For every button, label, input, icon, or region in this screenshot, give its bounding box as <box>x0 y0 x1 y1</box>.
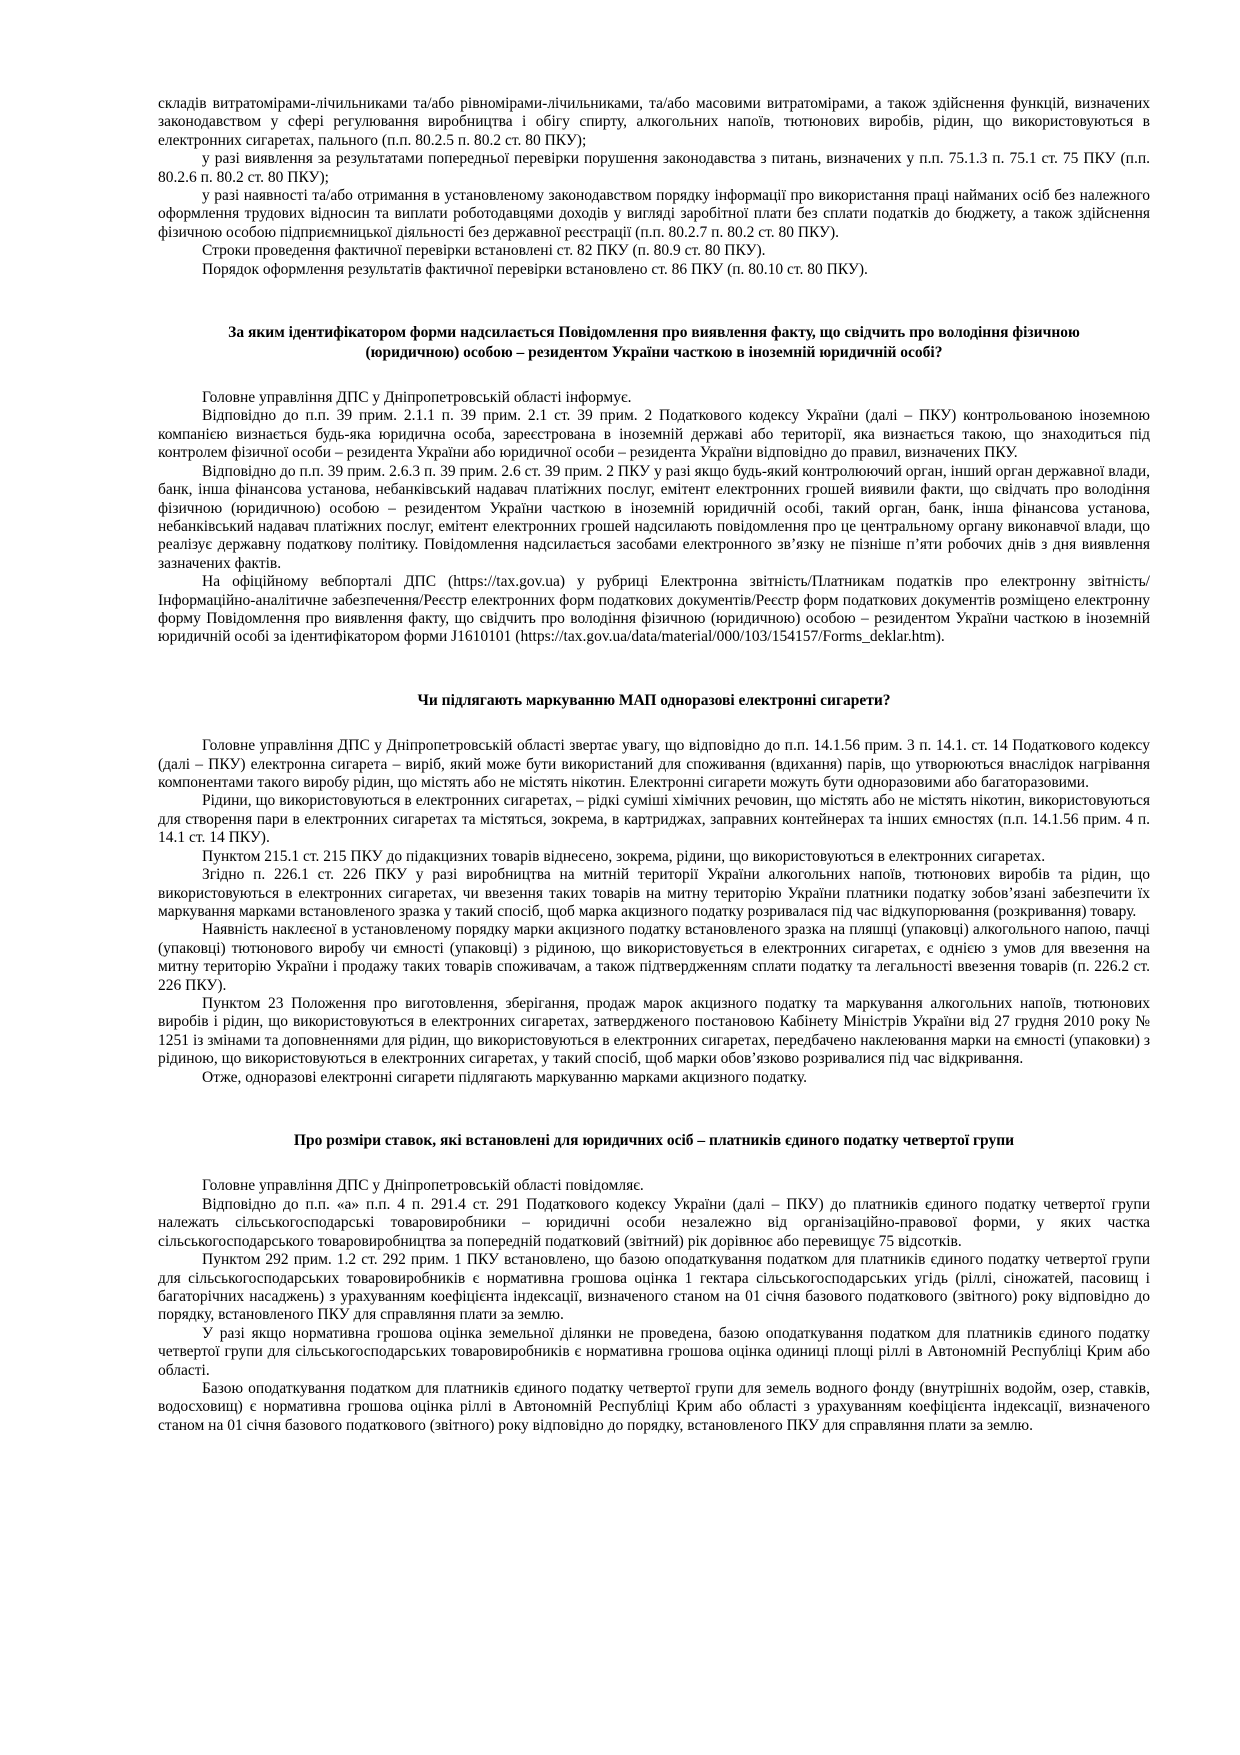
paragraph: Отже, одноразові електронні сигарети підлягають маркуванню марками акцизного податку. <box>202 1068 807 1086</box>
section-heading: Про розміри ставок, які встановлені для юридичних осіб – платників єдиного податку четвертої групи <box>293 1131 1015 1149</box>
paragraph: Порядок оформлення результатів фактичної перевірки встановлено ст. 86 ПКУ (п. 80.10 ст. 80 ПКУ). <box>202 260 868 278</box>
paragraph: Наявність наклеєної в установленому порядку марки акцизного податку встановленого зразка на пляшці (упаковці) алкогольного напою, пачці (упаковці) тютюнового виробу чи ємності (упаковці) з рідиною, що використовується в електронних сигаретах, є однією з умов для ввезення на митну територію України і продажу таких товарів споживачам, а також підтвердженням сплати податку та легальності ввезення товарів (п. 226.2 ст. 226 ПКУ). <box>158 921 1150 994</box>
continuation-block <box>158 95 1150 279</box>
section-single-tax-rates <box>158 1131 1150 1435</box>
paragraph: Відповідно до п.п. 39 прим. 2.1.1 п. 39 прим. 2.1 ст. 39 прим. 2 Податкового кодексу України (далі – ПКУ) контрольованою іноземною компанією визнається будь-яка юридична особа, зареєстрована в іноземній державі або території, яка визнається такою, що знаходиться під контролем фізичної особи – резидента України або юридичної особи – резидента України відповідно до правил, визначених ПКУ. <box>158 407 1150 462</box>
paragraph: Головне управління ДПС у Дніпропетровській області інформує. <box>202 389 632 407</box>
paragraph: Відповідно до п.п. 39 прим. 2.6.3 п. 39 прим. 2.6 ст. 39 прим. 2 ПКУ у разі якщо будь-який контролюючий орган, інший орган державної влади, банк, інша фінансова установа, небанківський надавач платіжних послуг, емітент електронних грошей виявили факти, що свідчать про володіння фізичною (юридичною) особою – резидентом України часткою в іноземній юридичній особі, такий орган, банк, інша фінансова установа, небанківський надавач платіжних послуг, емітент електронних грошей надсилають повідомлення про це центральному органу виконавчої влади, що реалізує державну податкову політику. Повідомлення надсилається засобами електронного зв’язку не пізніше п’яти робочих днів з дня виявлення зазначених фактів. <box>158 462 1150 572</box>
section-e-cigarettes-marking <box>158 691 1150 1087</box>
section-heading: За яким ідентифікатором форми надсилається Повідомлення про виявлення факту, що свідчить про володіння фізичною (юридичною) особою – резидентом України часткою в іноземній юридичній особі? <box>228 324 1080 361</box>
paragraph: На офіційному вебпорталі ДПС (https://tax.gov.ua) у рубриці Електронна звітність/Платникам податків про електронну звітність/Інформаційно-аналітичне забезпечення/Реєстр електронних форм податкових документів/Реєстр форм податкових документів розміщено електронну форму Повідомлення про виявлення факту, що свідчить про володіння фізичною (юридичною) особою – резидентом України часткою в іноземній юридичній особі за ідентифікатором форми J1610101 (https://tax.gov.ua/data/material/000/103/154157/Forms_deklar.htm). <box>158 573 1150 646</box>
paragraph: Пунктом 292 прим. 1.2 ст. 292 прим. 1 ПКУ встановлено, що базою оподаткування податком для платників єдиного податку четвертої групи для сільськогосподарських товаровиробників є нормативна грошова оцінка 1 гектара сільськогосподарських угідь (ріллі, сіножатей, пасовищ і багаторічних насаджень) з урахуванням коефіцієнта індексації, визначеного станом на 01 січня базового податкового (звітного) року відповідно до порядку, встановленого ПКУ для справляння плати за землю. <box>158 1251 1150 1324</box>
section-cfc-notification <box>158 323 1150 647</box>
paragraph: Згідно п. 226.1 ст. 226 ПКУ у разі виробництва на митній території України алкогольних напоїв, тютюнових виробів та рідин, що використовуються в електронних сигаретах, чи ввезення таких товарів на митну територію України платники податку зобов’язані забезпечити їх маркування марками встановленого зразка у такий спосіб, щоб марка акцизного податку розривалася під час відкупорювання (розкривання) товару. <box>158 866 1150 920</box>
paragraph: Відповідно до п.п. «а» п.п. 4 п. 291.4 ст. 291 Податкового кодексу України (далі – ПКУ) до платників єдиного податку четвертої групи належать сільськогосподарські товаровиробники – юридичні особи незалежно від організаційно-правової форми, у яких частка сільськогосподарського товаровиробництва за попередній податковий (звітний) рік дорівнює або перевищує 75 відсотків. <box>158 1195 1150 1250</box>
paragraph: Рідини, що використовуються в електронних сигаретах, – рідкі суміші хімічних речовин, що містять або не містять нікотин, використовуються для створення пари в електронних сигаретах та містяться, зокрема, в картриджах, заправних контейнерах та інших ємностях (п.п. 14.1.56 прим. 4 п. 14.1 ст. 14 ПКУ). <box>158 792 1150 847</box>
paragraph: у разі наявності та/або отримання в установленому законодавством порядку інформації про використання праці найманих осіб без належного оформлення трудових відносин та виплати роботодавцями доходів у вигляді заробітної плати без сплати податків до бюджету, а також здійснення фізичною особою підприємницької діяльності без державної реєстрації (п.п. 80.2.7 п. 80.2 ст. 80 ПКУ). <box>158 187 1150 241</box>
paragraph: Пунктом 215.1 ст. 215 ПКУ до підакцизних товарів віднесено, зокрема, рідини, що використовуються в електронних сигаретах. <box>202 847 1046 865</box>
paragraph: Головне управління ДПС у Дніпропетровській області звертає увагу, що відповідно до п.п. 14.1.56 прим. 3 п. 14.1. ст. 14 Податкового кодексу (далі – ПКУ) електронна сигарета – виріб, який може бути використаний для споживання (вдихання) парів, що утворюються внаслідок нагрівання компонентами такого виробу рідин, що містять або не містять нікотин. Електронні сигарети можуть бути одноразовими або багаторазовими. <box>158 737 1150 792</box>
paragraph: у разі виявлення за результатами попередньої перевірки порушення законодавства з питань, визначених у п.п. 75.1.3 п. 75.1 ст. 75 ПКУ (п.п. 80.2.6 п. 80.2 ст. 80 ПКУ); <box>158 150 1150 186</box>
paragraph: У разі якщо нормативна грошова оцінка земельної ділянки не проведена, базою оподаткування податком для платників єдиного податку четвертої групи для сільськогосподарських товаровиробників є нормативна грошова оцінка одиниці площі ріллі в Автономній Республіці Крим або області. <box>158 1324 1150 1379</box>
paragraph: складів витратомірами-лічильниками та/або рівномірами-лічильниками, та/або масовими витратомірами, а також здійснення функцій, визначених законодавством у сфері регулювання виробництва і обігу спирту, алкогольних напоїв, тютюнових виробів, рідин, що використовуються в електронних сигаретах, пального (п.п. 80.2.5 п. 80.2 ст. 80 ПКУ); <box>158 95 1150 149</box>
paragraph: Головне управління ДПС у Дніпропетровській області повідомляє. <box>202 1177 644 1195</box>
paragraph: Пунктом 23 Положення про виготовлення, зберігання, продаж марок акцизного податку та маркування алкогольних напоїв, тютюнових виробів і рідин, що використовуються в електронних сигаретах, затвердженого постановою Кабінету Міністрів України від 27 грудня 2010 року № 1251 із змінами та доповненнями для рідин, що використовуються в електронних сигаретах, передбачено наклеювання марки на ємності (упаковки) з рідиною, що використовуються в електронних сигаретах, у такий спосіб, щоб марки обов’язково розривалися під час відкривання. <box>158 994 1150 1068</box>
paragraph: Строки проведення фактичної перевірки встановлені ст. 82 ПКУ (п. 80.9 ст. 80 ПКУ). <box>202 242 766 260</box>
paragraph: Базою оподаткування податком для платників єдиного податку четвертої групи для земель водного фонду (внутрішніх водойм, озер, ставків, водосховищ) є нормативна грошова оцінка ріллі в Автономній Республіці Крим або області з урахуванням коефіцієнта індексації, визначеного станом на 01 січня базового податкового (звітного) року відповідно до порядку, встановленого ПКУ для справляння плати за землю. <box>158 1379 1150 1434</box>
section-heading: Чи підлягають маркуванню МАП одноразові електронні сигарети? <box>417 691 891 709</box>
